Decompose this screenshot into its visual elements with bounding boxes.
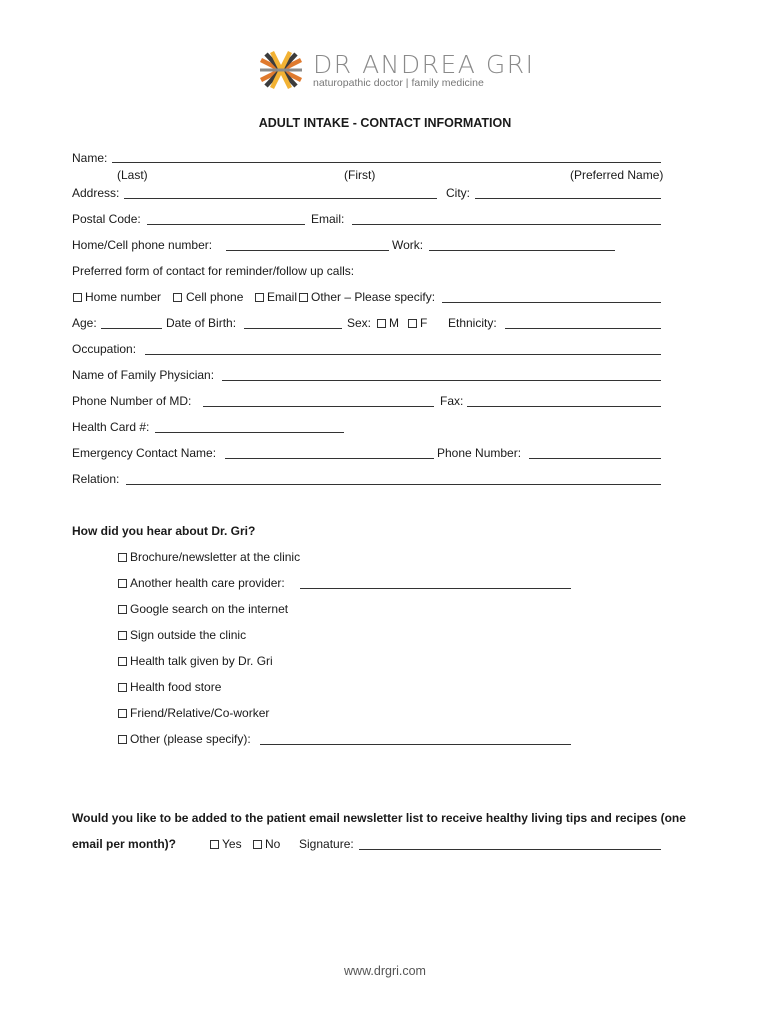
email-field[interactable] — [352, 224, 661, 225]
emergency-contact-label: Emergency Contact Name: — [72, 446, 217, 460]
sex-f-checkbox[interactable] — [408, 319, 417, 328]
referral-option-label: Other (please specify): — [130, 732, 251, 746]
email-checkbox[interactable] — [255, 293, 264, 302]
occupation-field[interactable] — [145, 354, 661, 355]
address-field[interactable] — [124, 198, 437, 199]
occupation-label: Occupation: — [72, 342, 137, 356]
cell-phone-label: Cell phone — [186, 290, 244, 304]
sex-m-label: M — [389, 316, 399, 330]
postal-code-label: Postal Code: — [72, 212, 141, 226]
dob-label: Date of Birth: — [166, 316, 237, 330]
other-contact-checkbox[interactable] — [299, 293, 308, 302]
home-number-checkbox[interactable] — [73, 293, 82, 302]
relation-label: Relation: — [72, 472, 120, 486]
emergency-contact-field[interactable] — [225, 458, 434, 459]
emergency-phone-label: Phone Number: — [437, 446, 522, 460]
referral-option-checkbox[interactable] — [118, 657, 127, 666]
referral-option-label: Health food store — [130, 680, 222, 694]
other-contact-field[interactable] — [442, 302, 661, 303]
logo-subtitle: naturopathic doctor | family medicine — [313, 77, 484, 89]
referral-option-checkbox[interactable] — [118, 605, 127, 614]
newsletter-question-continued: email per month)? — [72, 837, 177, 851]
phone-field[interactable] — [226, 250, 389, 251]
referral-option-checkbox[interactable] — [118, 631, 127, 640]
other-contact-label: Other – Please specify: — [311, 290, 436, 304]
email-option-label: Email — [267, 290, 298, 304]
city-label: City: — [446, 186, 470, 200]
md-phone-label: Phone Number of MD: — [72, 394, 192, 408]
md-phone-field[interactable] — [203, 406, 434, 407]
referral-option-label: Friend/Relative/Co-worker — [130, 706, 270, 720]
referral-option-checkbox[interactable] — [118, 553, 127, 562]
referral-option-checkbox[interactable] — [118, 683, 127, 692]
fax-label: Fax: — [440, 394, 464, 408]
emergency-phone-field[interactable] — [529, 458, 661, 459]
newsletter-no-checkbox[interactable] — [253, 840, 262, 849]
city-field[interactable] — [475, 198, 661, 199]
referral-option-checkbox[interactable] — [118, 579, 127, 588]
name-field[interactable] — [112, 162, 661, 163]
health-provider-field[interactable] — [300, 588, 571, 589]
sex-label: Sex: — [347, 316, 372, 330]
relation-field[interactable] — [126, 484, 661, 485]
referral-option-label: Health talk given by Dr. Gri — [130, 654, 273, 668]
referral-question: How did you hear about Dr. Gri? — [72, 524, 256, 538]
name-label: Name: — [72, 151, 108, 165]
ethnicity-field[interactable] — [505, 328, 661, 329]
work-label: Work: — [392, 238, 424, 252]
form-title: ADULT INTAKE - CONTACT INFORMATION — [258, 116, 512, 130]
logo-mark-icon — [258, 50, 304, 90]
ethnicity-label: Ethnicity: — [448, 316, 497, 330]
last-name-caption: (Last) — [117, 168, 148, 182]
signature-field[interactable] — [359, 849, 661, 850]
footer-url: www.drgri.com — [344, 964, 426, 978]
preferred-name-caption: (Preferred Name) — [570, 168, 664, 182]
newsletter-yes-checkbox[interactable] — [210, 840, 219, 849]
family-physician-field[interactable] — [222, 380, 661, 381]
cell-phone-checkbox[interactable] — [173, 293, 182, 302]
family-physician-label: Name of Family Physician: — [72, 368, 215, 382]
fax-field[interactable] — [467, 406, 661, 407]
health-card-field[interactable] — [155, 432, 344, 433]
first-name-caption: (First) — [344, 168, 376, 182]
other-referral-field[interactable] — [260, 744, 571, 745]
referral-option-label: Sign outside the clinic — [130, 628, 247, 642]
age-field[interactable] — [101, 328, 162, 329]
signature-label: Signature: — [299, 837, 354, 851]
referral-option-label: Google search on the internet — [130, 602, 289, 616]
contact-preference-label: Preferred form of contact for reminder/follow up calls: — [72, 264, 355, 278]
newsletter-yes-label: Yes — [222, 837, 242, 851]
referral-option-label: Another health care provider: — [130, 576, 285, 590]
referral-option-checkbox[interactable] — [118, 709, 127, 718]
newsletter-question: Would you like to be added to the patient email newsletter list to receive healthy living tips and recipes (one — [72, 811, 686, 825]
logo-title: DR ANDREA GRI — [313, 50, 535, 79]
sex-f-label: F — [420, 316, 428, 330]
email-label: Email: — [311, 212, 345, 226]
postal-code-field[interactable] — [147, 224, 305, 225]
age-label: Age: — [72, 316, 97, 330]
sex-m-checkbox[interactable] — [377, 319, 386, 328]
dob-field[interactable] — [244, 328, 342, 329]
work-field[interactable] — [429, 250, 615, 251]
home-number-label: Home number — [85, 290, 162, 304]
phone-label: Home/Cell phone number: — [72, 238, 213, 252]
health-card-label: Health Card #: — [72, 420, 150, 434]
referral-option-label: Brochure/newsletter at the clinic — [130, 550, 301, 564]
referral-option-checkbox[interactable] — [118, 735, 127, 744]
address-label: Address: — [72, 186, 120, 200]
newsletter-no-label: No — [265, 837, 281, 851]
